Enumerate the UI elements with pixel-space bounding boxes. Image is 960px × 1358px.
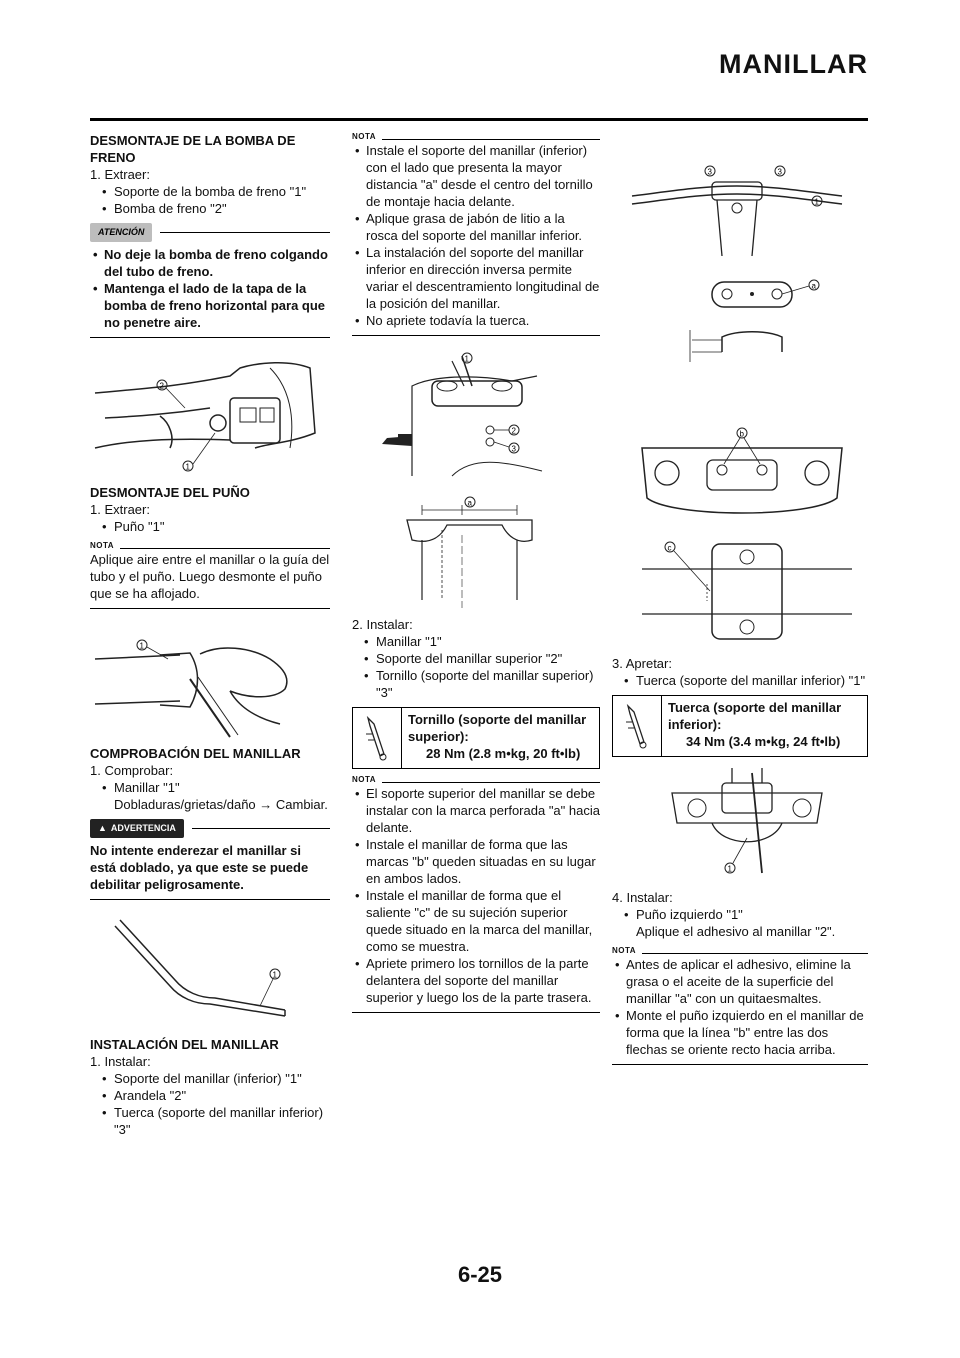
- nota-item: • Apriete primero los tornillos de la parte delantera del soporte del manillar superior y luego los de la parte trasera.: [352, 955, 600, 1006]
- callout-label: a: [811, 281, 816, 291]
- section-title-brake-pump-removal: DESMONTAJE DE LA BOMBA DE FRENO: [90, 133, 296, 165]
- bullet-item: • Tuerca (soporte del manillar inferior) "3": [90, 1104, 330, 1138]
- callout-label: 3: [707, 167, 712, 177]
- callout-label: c: [667, 543, 672, 553]
- callout-label: a: [467, 498, 472, 508]
- section-divider: [612, 1064, 868, 1065]
- step-text: 1. Extraer:: [90, 502, 150, 517]
- nota-header: NOTA: [90, 541, 330, 551]
- crown-marks-figure: [612, 398, 868, 523]
- nota-item: • Aplique grasa de jabón de litio a la rosca del soporte del manillar inferior.: [352, 210, 600, 244]
- atencion-header: [90, 223, 330, 242]
- section-divider: [352, 335, 600, 336]
- section-title-grip-removal: DESMONTAJE DEL PUÑO: [90, 485, 250, 500]
- callout-label: 1: [814, 197, 819, 207]
- callout-label: 3: [511, 444, 516, 454]
- nota-item: • El soporte superior del manillar se debe instalar con la marca perforada "a" hacia delante.: [352, 785, 600, 836]
- callout-label: 3: [777, 167, 782, 177]
- column-right: [612, 132, 868, 1075]
- page-number: 6-25: [457, 1262, 503, 1287]
- nota-item: • Antes de aplicar el adhesivo, elimine la grasa o el aceite de la superficie del manillar "a" con un quitaesmaltes.: [612, 956, 868, 1007]
- callout-label: 1: [464, 354, 469, 364]
- bullet-item: • Soporte del manillar (inferior) "1": [90, 1070, 330, 1087]
- advertencia-text: No intente enderezar el manillar si está doblado, ya que este se puede debilitar peligrosamente.: [90, 843, 309, 892]
- step-text: 1. Extraer:: [90, 167, 150, 182]
- callout-label: 2: [159, 381, 164, 391]
- step-text: 3. Apretar:: [612, 656, 672, 671]
- nota-header: NOTA: [352, 132, 600, 142]
- advertencia-header: [90, 819, 330, 838]
- nota-item: • Instale el manillar de forma que las marcas "b" queden situadas en su lugar en ambos lados.: [352, 836, 600, 887]
- spec-name: Tuerca (soporte del manillar inferior):: [668, 700, 842, 732]
- page-title: MANILLAR: [719, 49, 868, 79]
- handlebar-figure: [90, 910, 330, 1030]
- torque-wrench-icon: [613, 696, 662, 756]
- nota-item: • Monte el puño izquierdo en el manillar de forma que la línea "b" entre las dos flechas se oriente recto hacia arriba.: [612, 1007, 868, 1058]
- torque-wrench-icon: [353, 708, 402, 768]
- step-text: 1. Comprobar:: [90, 763, 174, 778]
- nota-item: • Instale el manillar de forma que el saliente "c" de su sujeción superior quede situado en la marca del manillar, como se muestra.: [352, 887, 600, 955]
- callout-label: 1: [185, 462, 190, 472]
- grip-figure: [90, 619, 330, 739]
- column-left: [90, 132, 330, 1138]
- atencion-badge: ATENCIÓN: [90, 223, 152, 242]
- nut-tighten-figure: [612, 763, 868, 883]
- handlebar-top-view-figure: [612, 146, 868, 266]
- bullet-item: • Soporte de la bomba de freno "1": [90, 183, 330, 200]
- torque-spec-box: [352, 707, 600, 769]
- step-text: 1. Instalar:: [90, 1054, 151, 1069]
- bullet-item: • Arandela "2": [90, 1087, 330, 1104]
- step-text: 2. Instalar:: [352, 617, 413, 632]
- section-divider: [352, 1012, 600, 1013]
- brake-pump-figure: [90, 348, 330, 478]
- nota-item: • Instale el soporte del manillar (inferior) con el lado que presenta la mayor distancia "a" desde el centro del tornillo de montaje hacia delante.: [352, 142, 600, 210]
- step-text: 4. Instalar:: [612, 890, 673, 905]
- callout-label: 1: [272, 970, 277, 980]
- holder-mark-figure: [612, 272, 868, 392]
- callout-label: 2: [511, 426, 516, 436]
- bullet-item: • Tuerca (soporte del manillar inferior) "1": [612, 672, 868, 689]
- advertencia-badge: ▲ ADVERTENCIA: [90, 819, 184, 838]
- nota-item: • No apriete todavía la tuerca.: [352, 312, 600, 329]
- section-divider: [90, 608, 330, 609]
- callout-label: b: [739, 429, 744, 439]
- bullet-item: • Soporte del manillar superior "2": [352, 650, 600, 667]
- nota-text: Aplique aire entre el manillar o la guía del tubo y el puño. Luego desmonte el puño que se ha aflojado.: [90, 552, 330, 601]
- bullet-continuation: Dobladuras/grietas/daño → Cambiar.: [114, 797, 328, 812]
- spec-value: 28 Nm (2.8 m•kg, 20 ft•lb): [426, 746, 581, 761]
- bullet-item: • Bomba de freno "2": [90, 200, 330, 217]
- atencion-item: • No deje la bomba de freno colgando del tubo de freno.: [90, 246, 330, 280]
- spec-name: Tornillo (soporte del manillar superior):: [408, 712, 587, 744]
- section-title-handlebar-install: INSTALACIÓN DEL MANILLAR: [90, 1037, 279, 1052]
- warning-triangle-icon: ▲: [98, 823, 107, 833]
- nota-header: NOTA: [612, 946, 868, 956]
- clamp-offset-figure: [352, 490, 600, 610]
- section-divider: [90, 337, 330, 338]
- atencion-item: • Mantenga el lado de la tapa de la bomba de freno horizontal para que no penetre aire.: [90, 280, 330, 331]
- bullet-item: • Puño "1": [90, 518, 330, 535]
- clamp-mark-figure: [612, 529, 868, 649]
- bullet-item: • Tornillo (soporte del manillar superior) "3": [352, 667, 600, 701]
- section-divider: [90, 899, 330, 900]
- bullet-item: • Puño izquierdo "1": [612, 906, 868, 923]
- section-title-handlebar-check: COMPROBACIÓN DEL MANILLAR: [90, 746, 301, 761]
- callout-label: 1: [727, 864, 732, 874]
- nota-header: NOTA: [352, 775, 600, 785]
- callout-label: 1: [139, 641, 144, 651]
- bullet-continuation: Aplique el adhesivo al manillar "2".: [636, 924, 836, 939]
- header-rule: [90, 118, 868, 121]
- torque-spec-box: [612, 695, 868, 757]
- nota-item: • La instalación del soporte del manillar inferior en dirección inversa permite variar el descentramiento longitudinal de la posición del manillar.: [352, 244, 600, 312]
- column-middle: [352, 132, 600, 1023]
- spec-value: 34 Nm (3.4 m•kg, 24 ft•lb): [686, 734, 841, 749]
- bullet-item: • Manillar "1": [90, 779, 330, 796]
- clamp-install-figure: [352, 346, 600, 484]
- bullet-item: • Manillar "1": [352, 633, 600, 650]
